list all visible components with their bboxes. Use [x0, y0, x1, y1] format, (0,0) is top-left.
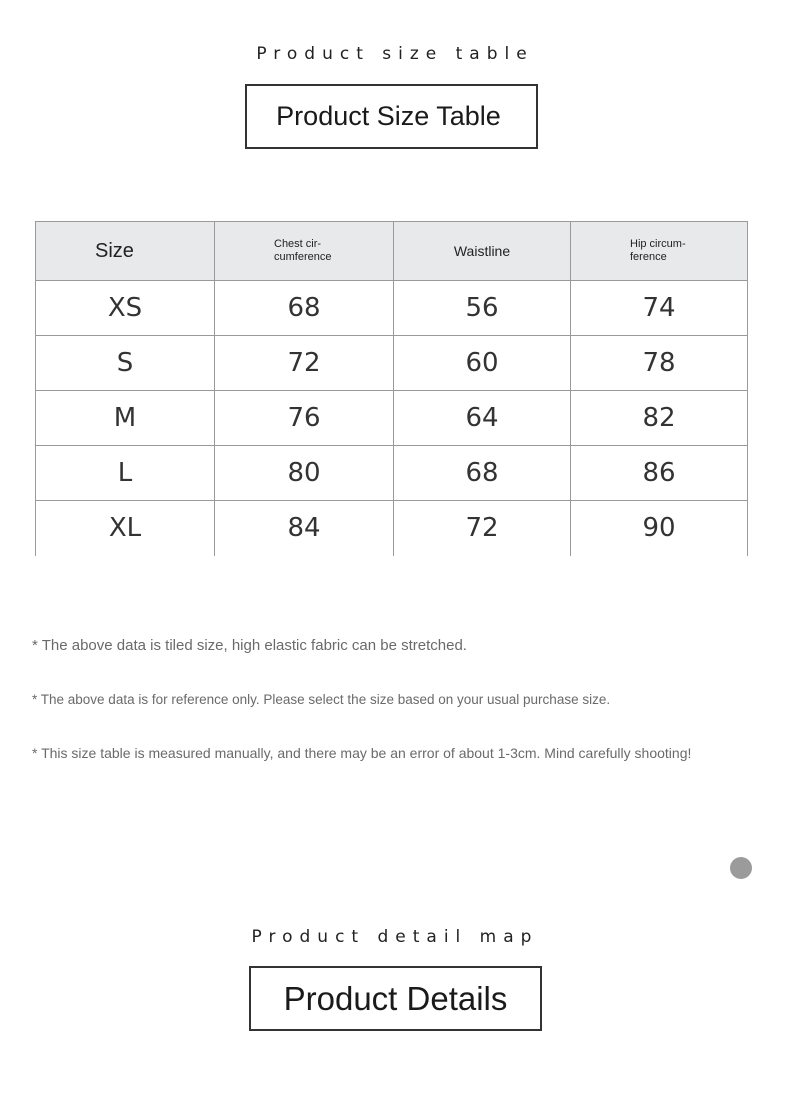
cell-waist: 60: [394, 336, 571, 391]
cell-waist: 68: [394, 446, 571, 501]
header-chest-line1: Chest cir-: [274, 238, 322, 250]
cell-hip: 74: [571, 281, 748, 336]
size-table-title: Product Size Table: [245, 84, 538, 149]
cell-size: XL: [36, 501, 215, 556]
cell-waist: 56: [394, 281, 571, 336]
size-table: [35, 221, 748, 556]
cell-size: XS: [36, 281, 215, 336]
header-chest-line2: cumference: [274, 251, 332, 263]
table-header-row: [36, 222, 748, 281]
cell-hip: 86: [571, 446, 748, 501]
cell-hip: 82: [571, 391, 748, 446]
cell-size: L: [36, 446, 215, 501]
cell-chest: 72: [215, 336, 394, 391]
table-row: [36, 446, 748, 501]
cell-waist: 72: [394, 501, 571, 556]
gray-dot-icon: [730, 857, 752, 879]
table-row: [36, 336, 748, 391]
note-stretch: * The above data is tiled size, high elastic fabric can be stretched.: [32, 637, 467, 654]
cell-chest: 80: [215, 446, 394, 501]
header-waist: Waistline: [394, 222, 571, 281]
note-measurement: * This size table is measured manually, and there may be an error of about 1-3cm. Mind carefully shooting!: [32, 745, 692, 761]
size-table-caption: Product size table: [256, 44, 534, 64]
table-row: [36, 391, 748, 446]
table-row: [36, 501, 748, 556]
detail-map-caption: Product detail map: [251, 927, 539, 947]
cell-hip: 90: [571, 501, 748, 556]
header-hip-line2: ference: [630, 251, 667, 263]
header-hip-line1: Hip circum-: [630, 238, 686, 250]
header-hip: [571, 222, 748, 281]
cell-waist: 64: [394, 391, 571, 446]
product-details-title: Product Details: [249, 966, 542, 1031]
cell-chest: 76: [215, 391, 394, 446]
table-row: [36, 281, 748, 336]
cell-chest: 84: [215, 501, 394, 556]
cell-chest: 68: [215, 281, 394, 336]
header-size: Size: [36, 222, 215, 281]
cell-size: S: [36, 336, 215, 391]
header-chest: [215, 222, 394, 281]
note-reference: * The above data is for reference only. Please select the size based on your usual purchase size.: [32, 692, 611, 707]
cell-hip: 78: [571, 336, 748, 391]
cell-size: M: [36, 391, 215, 446]
